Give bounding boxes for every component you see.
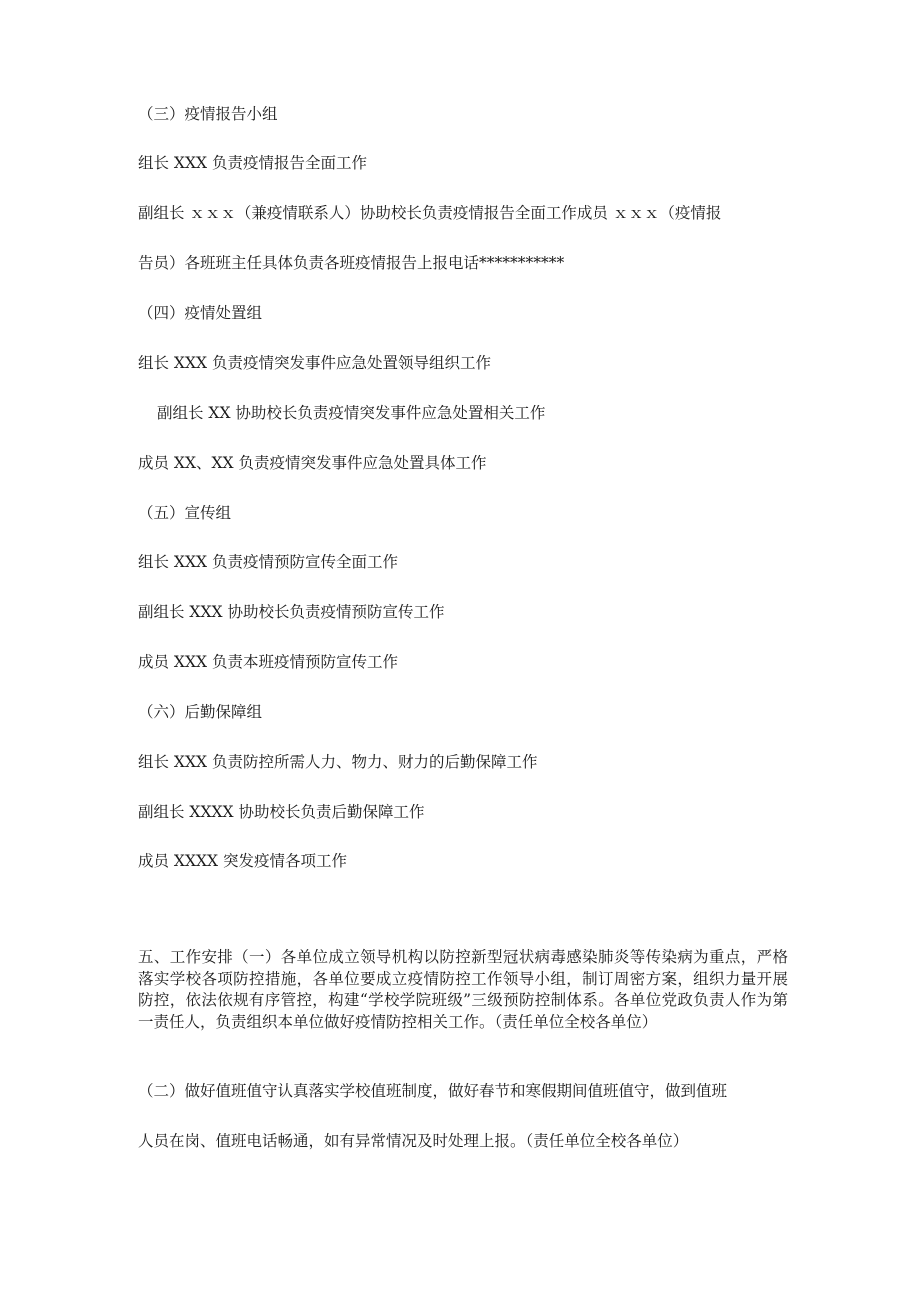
logistics-group-leader: 组长 XXX 负责防控所需人力、物力、财力的后勤保障工作	[138, 753, 538, 771]
logistics-group-members: 成员 XXXX 突发疫情各项工作	[138, 852, 347, 870]
heading-disposal-group: （四）疫情处置组	[138, 304, 263, 322]
duty-paragraph-line-2: 人员在岗、值班电话畅通，如有异常情况及时处理上报。（责任单位全校各单位）	[138, 1132, 689, 1150]
publicity-group-leader: 组长 XXX 负责疫情预防宣传全面工作	[138, 553, 398, 571]
heading-publicity-group: （五）宣传组	[138, 504, 232, 522]
disposal-group-deputy: 副组长 XX 协助校长负责疫情突发事件应急处置相关工作	[157, 404, 546, 422]
publicity-group-members: 成员 XXX 负责本班疫情预防宣传工作	[138, 653, 398, 671]
report-group-deputy: 副组长 ｘｘｘ（兼疫情联系人）协助校长负责疫情报告全面工作成员 ｘｘｘ（疫情报	[138, 204, 722, 222]
section-five-paragraph: 五、工作安排（一）各单位成立领导机构以防控新型冠状病毒感染肺炎等传染病为重点，严格落实学校各项防控措施，各单位要成立疫情防控工作领导小组，制订周密方案，组织力量开展防控，依法依规有序管控，构建“学校学院班级”三级预防控制体系。各单位党政负责人作为第一责任人，负责组织本单位做好疫情防控相关工作。（责任单位全校各单位）	[138, 948, 788, 1031]
heading-report-group: （三）疫情报告小组	[138, 105, 278, 123]
report-group-leader: 组长 XXX 负责疫情报告全面工作	[138, 154, 367, 172]
publicity-group-deputy: 副组长 XXX 协助校长负责疫情预防宣传工作	[138, 603, 445, 621]
heading-logistics-group: （六）后勤保障组	[138, 703, 263, 721]
disposal-group-members: 成员 XX、XX 负责疫情突发事件应急处置具体工作	[138, 454, 487, 472]
disposal-group-leader: 组长 XXX 负责疫情突发事件应急处置领导组织工作	[138, 354, 491, 372]
logistics-group-deputy: 副组长 XXXX 协助校长负责后勤保障工作	[138, 803, 425, 821]
report-group-deputy-continued: 告员）各班班主任具体负责各班疫情报告上报电话***********	[138, 254, 565, 272]
duty-paragraph-line-1: （二）做好值班值守认真落实学校值班制度，做好春节和寒假期间值班值守，做到值班	[138, 1082, 728, 1100]
